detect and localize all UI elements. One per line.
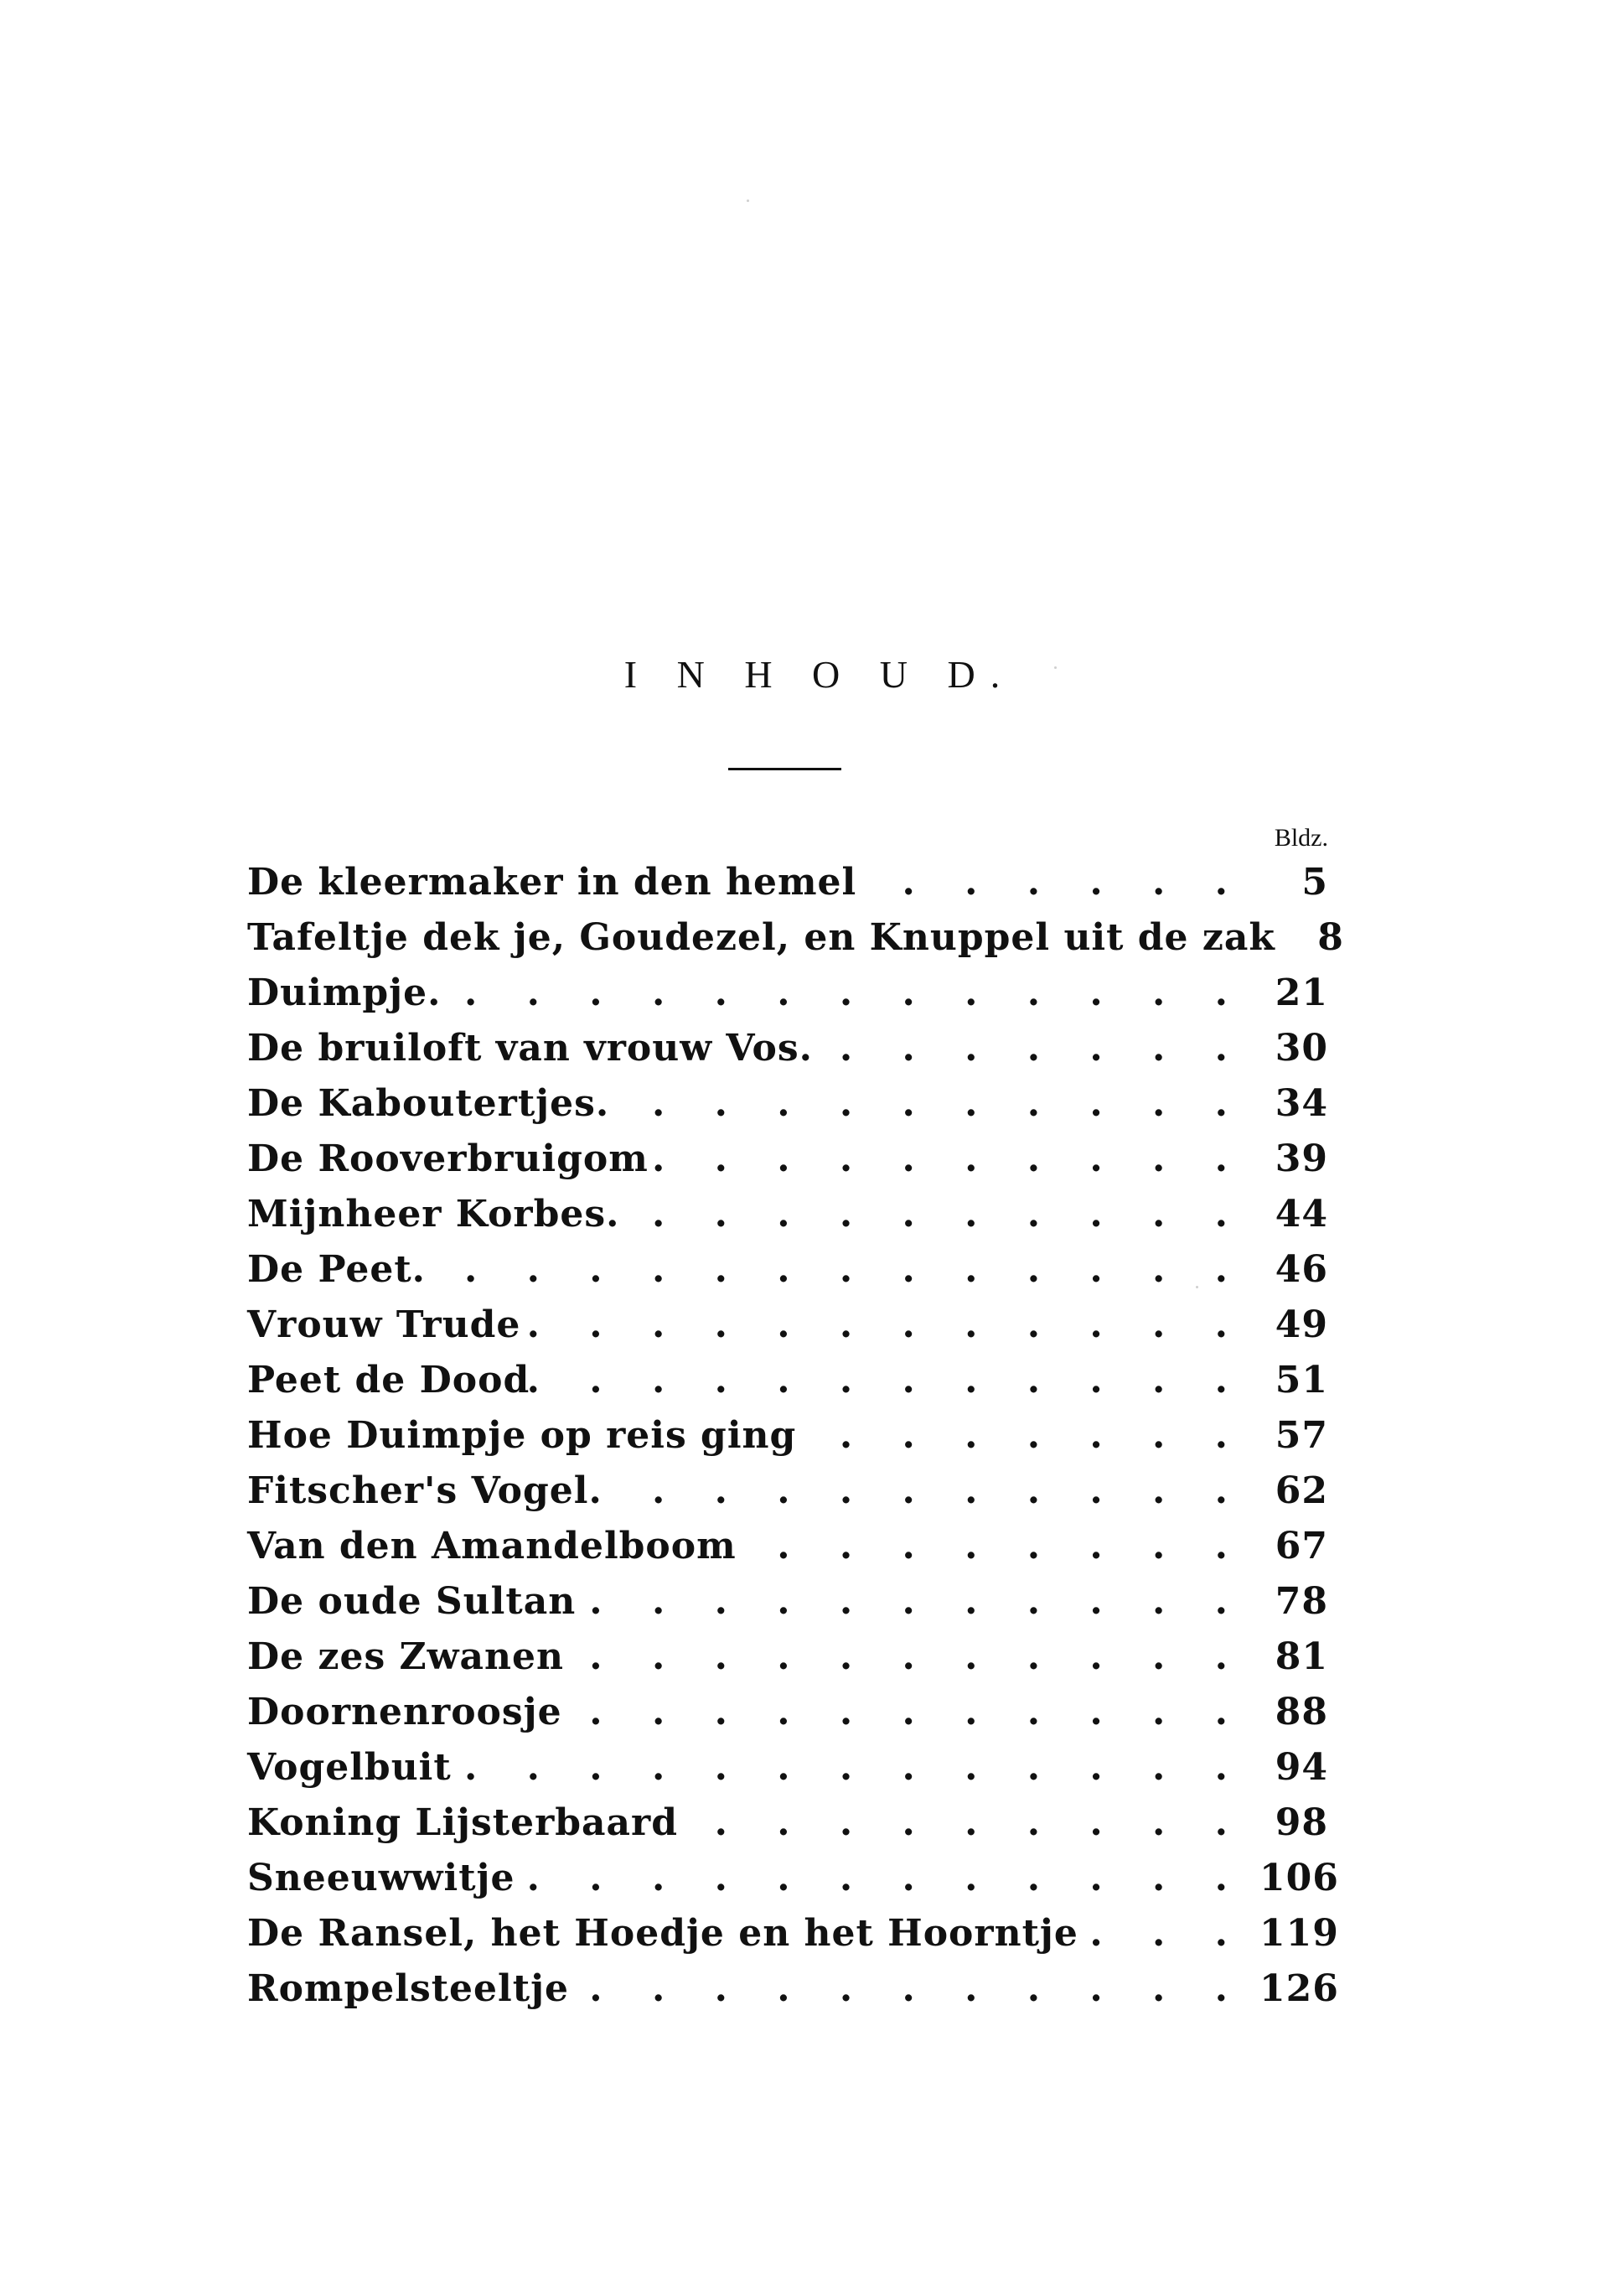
toc-entry-title: Hoe Duimpje op reis ging <box>247 1413 797 1457</box>
toc-entry-title: Peet de Dood <box>247 1358 530 1402</box>
toc-entry-page: 8 <box>1317 915 1344 959</box>
paper-speck <box>1054 666 1057 669</box>
toc-entry[interactable] <box>247 1131 1328 1186</box>
dot-leader <box>619 1193 1259 1236</box>
paper-speck <box>1196 1286 1198 1288</box>
toc-entry-page: 98 <box>1275 1801 1328 1844</box>
toc-entry[interactable] <box>247 1075 1328 1131</box>
toc-entry-page: 21 <box>1275 971 1328 1014</box>
toc-entry-page: 34 <box>1275 1081 1328 1125</box>
dot-leader <box>520 1303 1259 1346</box>
toc-entry-page: 57 <box>1275 1413 1328 1457</box>
dot-leader <box>426 1248 1259 1291</box>
toc-entry[interactable] <box>247 1795 1328 1850</box>
toc-entry-page: 78 <box>1275 1579 1328 1623</box>
toc-entry-page: 39 <box>1275 1137 1328 1180</box>
toc-entry-title: De Peet. <box>247 1247 427 1291</box>
toc-entry-title: De Rooverbruigom <box>247 1137 649 1180</box>
table-of-contents <box>247 854 1344 2016</box>
toc-entry-title: De Ransel, het Hoedje en het Hoorntje <box>247 1911 1078 1955</box>
toc-entry-title: Vogelbuit <box>247 1745 452 1789</box>
dot-leader <box>609 1082 1259 1125</box>
toc-entry-title: Doornenroosje <box>247 1690 562 1733</box>
dot-leader <box>649 1137 1259 1180</box>
toc-entry[interactable] <box>247 1573 1328 1629</box>
toc-entry-title: De zes Zwanen <box>247 1635 565 1678</box>
toc-entry-title: Van den Amandelboom <box>247 1524 737 1567</box>
dot-leader <box>603 1469 1259 1512</box>
toc-entry-title: De bruiloft van vrouw Vos. <box>247 1026 813 1070</box>
toc-entry-page: 30 <box>1275 1026 1328 1070</box>
dot-leader <box>737 1525 1259 1567</box>
dot-leader <box>796 1414 1259 1457</box>
toc-entry-page: 88 <box>1275 1690 1328 1733</box>
toc-entry-page: 46 <box>1275 1247 1328 1291</box>
dot-leader <box>452 1746 1259 1789</box>
title-rule <box>728 768 841 770</box>
dot-leader <box>569 1967 1259 2010</box>
toc-entry[interactable] <box>247 965 1328 1020</box>
toc-entry[interactable] <box>247 1297 1328 1352</box>
toc-entry-title: Rompelsteeltje <box>247 1966 569 2010</box>
toc-entry-title: De Kaboutertjes. <box>247 1081 610 1125</box>
toc-entry-title: Mijnheer Korbes. <box>247 1192 620 1236</box>
toc-entry[interactable] <box>247 909 1344 965</box>
toc-entry-page: 106 <box>1259 1856 1339 1899</box>
toc-entry[interactable] <box>247 1961 1339 2016</box>
toc-entry[interactable] <box>247 1850 1339 1905</box>
toc-entry-page: 5 <box>1301 860 1328 904</box>
toc-entry[interactable] <box>247 1407 1328 1463</box>
toc-entry[interactable] <box>247 1629 1328 1684</box>
toc-entry-title: Koning Lijsterbaard <box>247 1801 678 1844</box>
toc-entry[interactable] <box>247 1352 1328 1407</box>
dot-leader <box>576 1580 1259 1623</box>
toc-entry-page: 126 <box>1259 1966 1339 2010</box>
toc-entry-page: 67 <box>1275 1524 1328 1567</box>
toc-entry-title: Sneeuwwitje <box>247 1856 515 1899</box>
toc-entry-page: 81 <box>1275 1635 1328 1678</box>
toc-entry-page: 44 <box>1275 1192 1328 1236</box>
dot-leader <box>1078 1912 1259 1955</box>
toc-entry-title: Fitscher's Vogel. <box>247 1469 603 1512</box>
dot-leader <box>562 1691 1259 1733</box>
toc-entry-page: 49 <box>1275 1303 1328 1346</box>
toc-entry-title: De oude Sultan <box>247 1579 577 1623</box>
toc-entry[interactable] <box>247 1905 1339 1961</box>
toc-entry[interactable] <box>247 1739 1328 1795</box>
page-title: I N H O U D. <box>623 653 1016 696</box>
toc-entry-title: De kleermaker in den hemel <box>247 860 857 904</box>
toc-entry[interactable] <box>247 1463 1328 1518</box>
toc-entry-page: 94 <box>1275 1745 1328 1789</box>
toc-entry[interactable] <box>247 1186 1328 1241</box>
toc-entry[interactable] <box>247 1518 1328 1573</box>
toc-entry-page: 51 <box>1275 1358 1328 1402</box>
dot-leader <box>515 1857 1259 1899</box>
toc-entry-page: 62 <box>1275 1469 1328 1512</box>
toc-entry-title: Duimpje. <box>247 971 442 1014</box>
dot-leader <box>530 1359 1259 1402</box>
toc-entry[interactable] <box>247 1684 1328 1739</box>
dot-leader <box>441 972 1259 1014</box>
page-column-label: Bldz. <box>1274 824 1328 852</box>
paper-speck <box>747 199 749 202</box>
toc-entry-title: Vrouw Trude <box>247 1303 521 1346</box>
dot-leader <box>678 1801 1259 1844</box>
toc-entry[interactable] <box>247 1020 1328 1075</box>
toc-entry[interactable] <box>247 1241 1328 1297</box>
dot-leader <box>856 861 1259 904</box>
dot-leader <box>813 1027 1259 1070</box>
toc-entry-title: Tafeltje dek je, Goudezel, en Knuppel uit de zak <box>247 915 1275 959</box>
dot-leader <box>564 1635 1259 1678</box>
toc-entry[interactable] <box>247 854 1328 909</box>
toc-entry-page: 119 <box>1259 1911 1339 1955</box>
